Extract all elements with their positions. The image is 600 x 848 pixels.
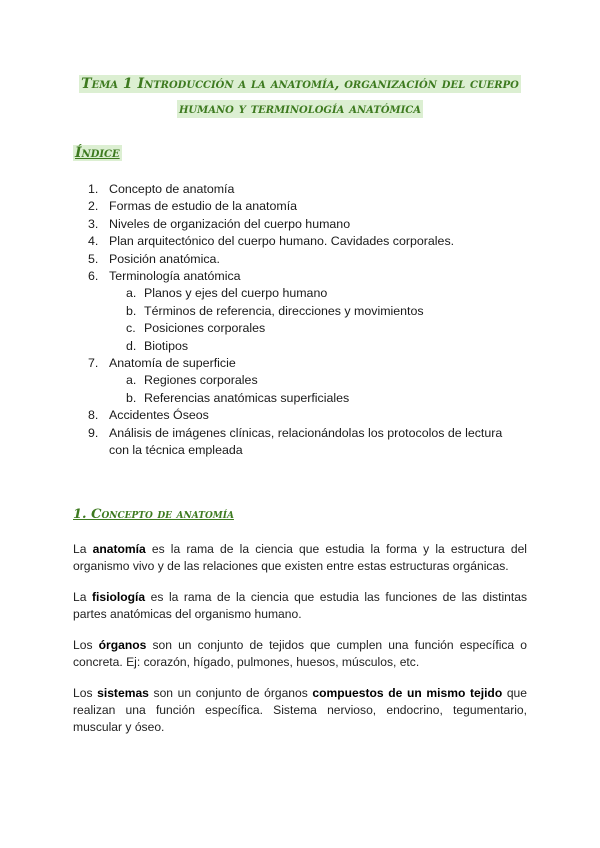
toc-subitem: [88, 372, 502, 389]
bold-term: fisiología: [92, 590, 146, 604]
toc-item: [88, 198, 502, 215]
paragraph-text: son un conjunto de órganos: [148, 686, 313, 700]
toc-text: Análisis de imágenes clínicas, relacionándolas los protocolos de lectura: [109, 425, 503, 440]
title-line-2: humano y terminología anatómica: [178, 101, 422, 117]
paragraph-fisiologia: [73, 589, 527, 623]
paragraph-text: Los: [73, 638, 99, 652]
toc-number: 2.: [88, 199, 99, 214]
section-heading: 1. Concepto de anatomía: [73, 507, 234, 522]
toc-item: [88, 425, 502, 460]
toc-number: 1.: [88, 182, 99, 196]
paragraph-anatomia: [73, 541, 527, 575]
paragraph-sistemas: [73, 685, 527, 736]
bold-term: sistemas: [97, 686, 149, 700]
toc-text: Terminología anatómica: [109, 269, 241, 284]
toc-text: Términos de referencia, direcciones y movimientos: [144, 303, 424, 318]
toc-subitem: [88, 320, 502, 337]
toc-letter: a.: [126, 286, 137, 301]
toc-number: 8.: [88, 408, 99, 423]
toc-number: 4.: [88, 234, 99, 249]
toc-number: 6.: [88, 269, 99, 284]
title-line-1: Tema 1 Introducción a la anatomía, organización del cuerpo: [81, 76, 519, 92]
toc-subitem: [88, 390, 502, 407]
toc-text: Niveles de organización del cuerpo humano: [109, 216, 351, 231]
toc-subitem: [88, 285, 502, 302]
toc-text: Referencias anatómicas superficiales: [144, 390, 350, 405]
toc-item: [88, 355, 502, 372]
index-heading: Índice: [75, 145, 120, 161]
toc-letter: b.: [126, 303, 137, 318]
toc-text: Accidentes Óseos: [109, 408, 209, 423]
paragraph-text: La: [73, 590, 92, 604]
paragraph-text: La: [73, 542, 93, 556]
toc-text: Planos y ejes del cuerpo humano: [144, 286, 328, 301]
toc-text: Anatomía de superficie: [109, 356, 236, 371]
toc-letter: a.: [126, 373, 137, 388]
toc-text: Plan arquitectónico del cuerpo humano. Cavidades corporales.: [109, 234, 455, 249]
toc-number: 3.: [88, 216, 99, 231]
toc-text: Formas de estudio de la anatomía: [109, 199, 298, 214]
toc-item: [88, 407, 502, 424]
paragraph-text: son un conjunto de tejidos que cumplen una función específica o concreta. Ej: corazón, hígado, pulmones, huesos, músculos, etc.: [73, 638, 527, 669]
toc-letter: c.: [126, 321, 136, 336]
toc-item: [88, 181, 502, 198]
table-of-contents: [88, 181, 502, 460]
toc-number: 9.: [88, 425, 99, 440]
toc-item: [88, 216, 502, 233]
toc-item: [88, 251, 502, 268]
paragraph-text: Los: [73, 686, 98, 700]
bold-term: compuestos de un mismo tejido: [312, 686, 503, 700]
paragraph-text: que realizan una función específica. Sistema nervioso, endocrino, tegumentario, muscular y óseo.: [73, 686, 527, 734]
toc-text: Concepto de anatomía: [109, 182, 235, 196]
toc-text: Biotipos: [144, 338, 189, 353]
toc-item: [88, 268, 502, 285]
toc-text: Regiones corporales: [144, 373, 258, 388]
toc-letter: b.: [126, 390, 137, 405]
toc-subitem: [88, 303, 502, 320]
toc-number: 5.: [88, 251, 99, 266]
toc-letter: d.: [126, 338, 137, 353]
paragraph-text: es la rama de la ciencia que estudia la forma y la estructura del organismo vivo y de las relaciones que existen entre estas estructuras orgánicas.: [73, 542, 527, 573]
bold-term: anatomía: [92, 542, 146, 556]
bold-term: órganos: [98, 638, 147, 652]
document-title: [40, 72, 560, 122]
paragraph-text: es la rama de la ciencia que estudia las funciones de las distintas partes anatómicas del organismo humano.: [73, 590, 527, 621]
toc-text-continuation: con la técnica empleada: [109, 443, 243, 458]
toc-item: [88, 233, 502, 250]
toc-text: Posición anatómica.: [109, 251, 220, 266]
paragraph-organos: [73, 637, 527, 671]
toc-number: 7.: [88, 356, 99, 371]
toc-subitem: [88, 338, 502, 355]
toc-text: Posiciones corporales: [144, 321, 266, 336]
